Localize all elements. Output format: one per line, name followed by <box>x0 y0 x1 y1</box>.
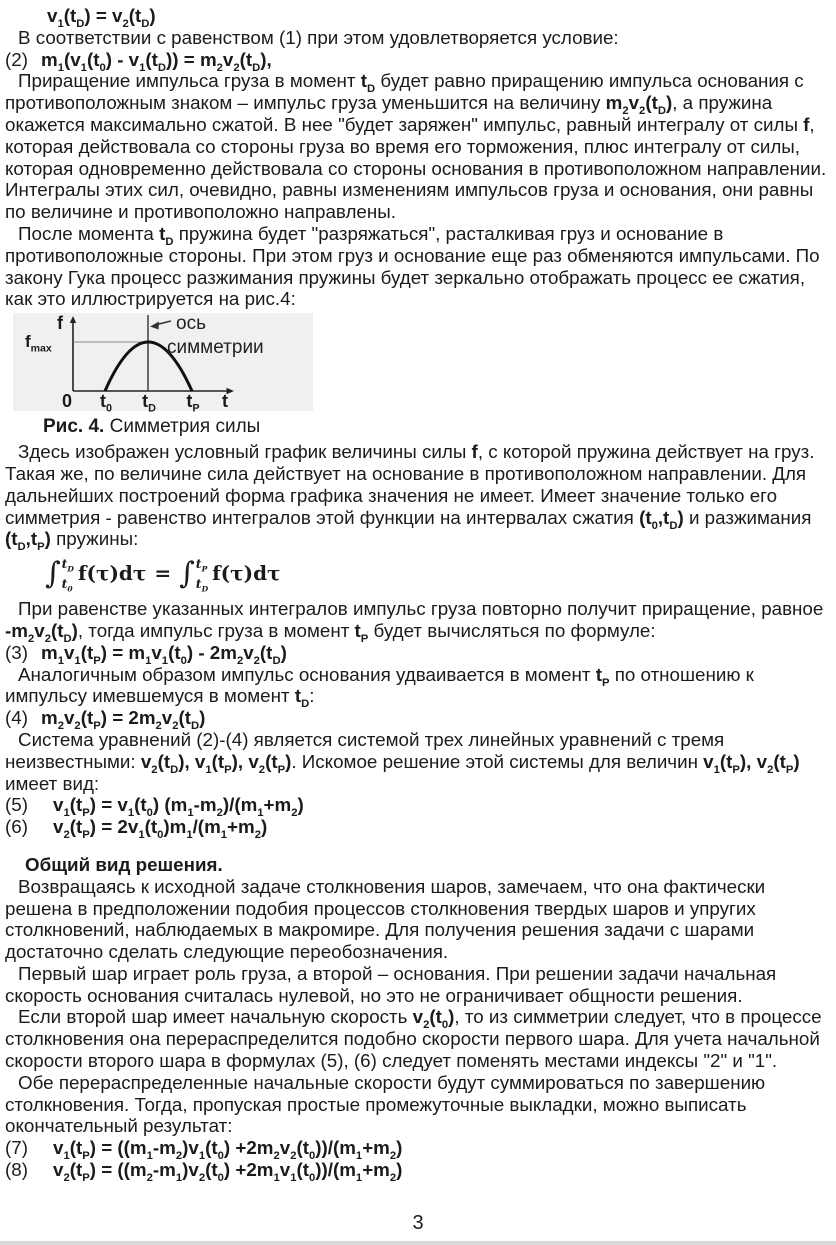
figure-caption-number: Рис. 4. <box>43 416 105 438</box>
paragraph-graph-description: Здесь изображен условный график величины силы f, с которой пружина действует на груз. Такая же, по величине сила действует на основание в противоположном направлении. Для дальнейших построений форма графика значения не имеет. Имеет значение только его симметрия - равенство интегралов этой функции на интервалах сжатия $(t_0,t_D)$ и разжимания $(t_D,t_P)$ пружины: <box>5 441 815 554</box>
integral-upper-limit: $t_D$ <box>61 556 74 574</box>
equation-8 <box>5 1159 828 1184</box>
equals-sign: = <box>154 561 172 586</box>
equation-7 <box>5 1137 828 1163</box>
equation-number: (6) <box>5 816 28 838</box>
integral-equation <box>45 554 828 594</box>
figure-fmax-label: $f_{max}$ <box>25 332 52 355</box>
equation-3 <box>5 641 828 667</box>
paragraph-first-ball: Первый шар играет роль груза, а второй – основания. При решении задачи начальная скорость основания считалась нулевой, но это не ограничивает общности решения. <box>5 962 777 1006</box>
paragraph-both-velocities: Обе перераспределенные начальные скорости будут суммироваться по завершению столкновения. Тогда, пропуская простые промежуточные выкладки, можно выписать окончательный результат: <box>5 1071 766 1137</box>
paragraph-returning: Возвращаясь к исходной задаче столкновения шаров, замечаем, что она фактически решена в предположении подобия процессов столкновения твердых шаров и упругих столкновений, наблюдаемых в макромире. Для получения решения задачи с шарами достаточно сделать следующие переобозначения. <box>5 875 766 963</box>
equation-number: (2) <box>5 48 28 70</box>
paragraph-impulse-increment: Приращение импульса груза в момент $t_D$ будет равно приращению импульса основания с противоположным знаком – импульс груза уменьшится на величину $m_2v_2(t_D)$, а пружина окажется максимально сжатой. В нее "будет заряжен" импульс, равный интегралу от силы f, которая действовала со стороны груза во время его торможения, плюс интегралу от силы, которая одновременно действовала со стороны основания в противоположном направлении. Интегралы этих сил, очевидно, равны изменениям импульсов груза и основания, они равны по величине и противоположно направлены. <box>5 70 827 223</box>
integral-sign: ∫ <box>179 556 195 592</box>
figure-x-label-t: t <box>222 391 228 412</box>
figure-x-label-t0: $t_0$ <box>99 391 113 415</box>
section-heading-general-solution: Общий вид решения. <box>25 853 223 875</box>
integrand: f(τ)dτ <box>77 561 147 586</box>
equation-formula: $m_2v_2(t_P) = 2m_2v_2(t_D)$ <box>41 707 206 732</box>
figure-symmetry-label-line2: симметрии <box>167 337 264 359</box>
equation-formula: $m_1v_1(t_P) = m_1v_1(t_0) - 2m_2v_2(t_D)$ <box>41 641 287 667</box>
figure-x-label-td: $t_D$ <box>142 391 156 415</box>
integral-limits <box>61 556 74 594</box>
figure-4-plot <box>13 313 313 415</box>
page-bottom-edge <box>0 1241 836 1245</box>
equation-number: (7) <box>5 1137 28 1159</box>
figure-x-label-origin: 0 <box>61 391 73 412</box>
figure-symmetry-label-line1: ось <box>176 313 206 335</box>
equation-5 <box>5 794 828 820</box>
equation-number: (8) <box>5 1159 28 1181</box>
equation-formula: $v_2(t_P) = 2v_1(t_0)m_1/(m_1+m_2)$ <box>53 816 268 841</box>
paragraph-condition-intro: В соответствии с равенством (1) при этом удовлетворяется условие: <box>18 26 619 48</box>
figure-y-axis-label: f <box>57 313 63 334</box>
equation-velocity-equality: $v_1(t_D) = v_2(t_D)$ <box>47 5 156 30</box>
figure-caption <box>43 415 828 439</box>
paragraph-equal-integrals: При равенстве указанных интегралов импульс груза повторно получит приращение, равное $-m_2v_2(t_D)$, тогда импульс груза в момент $t_P$ будет вычисляться по формуле: <box>5 598 824 645</box>
equation-number: (3) <box>5 641 28 663</box>
equation-formula: $v_2(t_P) = ((m_2-m_1)v_2(t_0) +2m_1v_1(t_0))/(m_1+m_2)$ <box>53 1159 403 1184</box>
equation-number: (4) <box>5 707 28 729</box>
equation-formula: $m_1(v_1(t_0) - v_1(t_D)) = m_2v_2(t_D)$, <box>41 48 272 74</box>
integral-sign: ∫ <box>45 556 61 592</box>
equation-formula: $v_1(t_P) = ((m_1-m_2)v_1(t_0) +2m_2v_2(t_0))/(m_1+m_2)$ <box>53 1137 403 1163</box>
paragraph-analogous: Аналогичным образом импульс основания удваивается в момент $t_P$ по отношению к импульсу имевшемуся в момент $t_D$: <box>5 663 754 711</box>
integral-lower-limit: $t_0$ <box>61 575 73 594</box>
integral-limits <box>195 556 209 594</box>
paragraph-system: Система уравнений (2)-(4) является системой трех линейных уравнений с тремя неизвестными: $v_2(t_D)$, $v_1(t_P)$, $v_2(t_P)$. Искомое решение этой системы для величин $v_1(t_P)$, $v_2(t_P)$ имеет вид: <box>5 728 800 794</box>
paragraph-second-ball: Если второй шар имеет начальную скорость $v_2(t_0)$, то из симметрии следует, что в процессе столкновения она перераспределится подобно скорости первого шара. Для учета начальной скорости второго шара в формулах (5), (6) следует поменять местами индексы "2" и "1". <box>5 1006 822 1072</box>
integral-lower-limit: $t_D$ <box>195 575 209 594</box>
equation-formula: $v_1(t_P) = v_1(t_0)$ $(m_1-m_2)/(m_1+m_2)$ <box>53 794 304 820</box>
equation-4 <box>5 707 828 732</box>
equation-2 <box>5 48 828 74</box>
equation-6 <box>5 816 828 841</box>
page-number: 3 <box>412 1212 424 1234</box>
integrand: f(τ)dτ <box>212 561 281 586</box>
equation-number: (5) <box>5 794 28 816</box>
figure-x-label-tp: $t_P$ <box>186 391 200 415</box>
figure-caption-text: Симметрия силы <box>104 416 261 438</box>
pointer-arrow-head <box>150 322 159 330</box>
paragraph-after-td: После момента $t_D$ пружина будет "разряжаться", расталкивая груз и основание в противоположные стороны. При этом груз и основание еще раз обменяются импульсами. По закону Гука процесс разжимания пружины будет зеркально отображать процесс ее сжатия, как это иллюстрируется на рис.4: <box>5 222 820 310</box>
y-axis-arrow <box>70 316 76 323</box>
integral-upper-limit: $t_P$ <box>195 556 208 574</box>
